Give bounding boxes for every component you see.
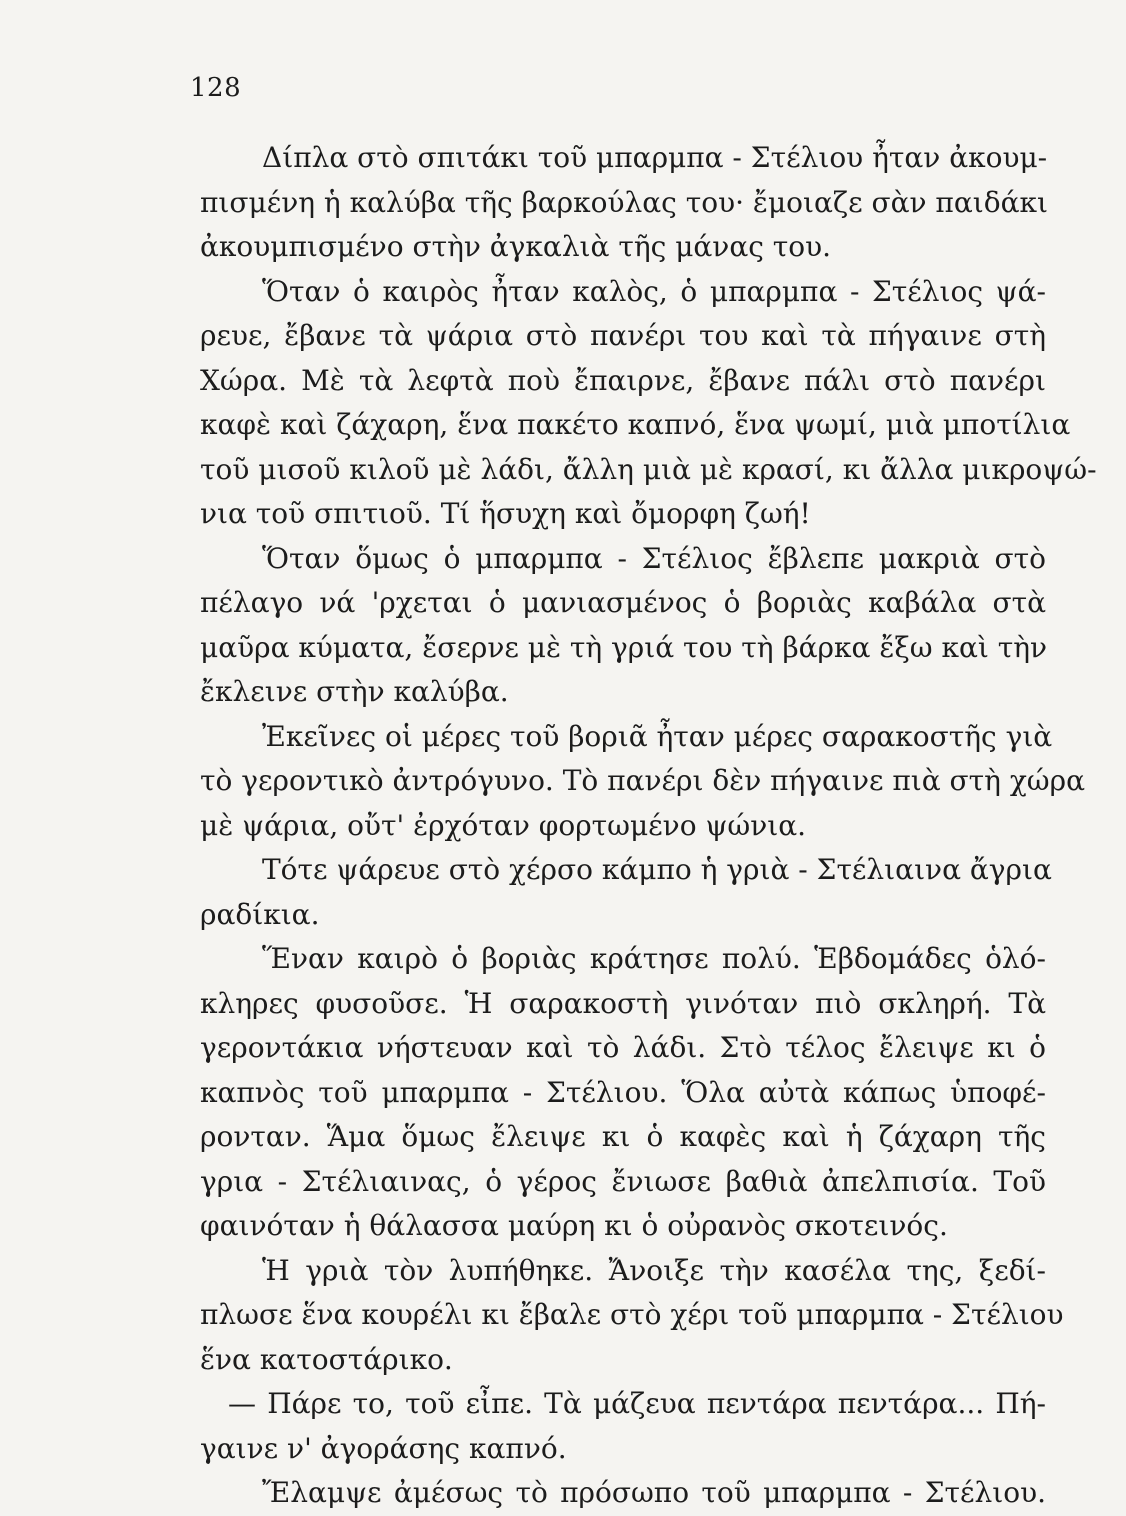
text-line: ρευε, ἔβανε τὰ ψάρια στὸ πανέρι του καὶ τὰ πήγαινε στὴ bbox=[200, 319, 1046, 352]
body-text bbox=[200, 136, 1097, 1516]
text-line: Ἐκεῖνες οἱ μέρες τοῦ βοριᾶ ἦταν μέρες σαρακοστῆς γιὰ bbox=[262, 719, 1053, 753]
text-line: τοῦ μισοῦ κιλοῦ μὲ λάδι, ἄλλη μιὰ μὲ κρασί, κι ἄλλα μικροψώ- bbox=[200, 452, 1097, 486]
text-line: ἕνα κατοστάρικο. bbox=[200, 1342, 453, 1376]
text-line: πισμένη ἡ καλύβα τῆς βαρκούλας του· ἔμοιαζε σὰν παιδάκι bbox=[200, 185, 1048, 219]
text-line: νια τοῦ σπιτιοῦ. Τί ἥσυχη καὶ ὄμορφη ζωή! bbox=[200, 497, 811, 530]
text-line: μαῦρα κύματα, ἔσερνε μὲ τὴ γριά του τὴ βάρκα ἔξω καὶ τὴν bbox=[200, 630, 1048, 664]
text-line: Τότε ψάρευε στὸ χέρσο κάμπο ἡ γριὰ - Στέλιαινα ἄγρια bbox=[262, 853, 1052, 886]
text-line: καφὲ καὶ ζάχαρη, ἕνα πακέτο καπνό, ἕνα ψωμί, μιὰ μποτίλια bbox=[200, 408, 1071, 441]
page-number: 128 bbox=[190, 73, 242, 103]
text-line: Ὅταν ὁ καιρὸς ἦταν καλὸς, ὁ μπαρμπα - Στέλιος ψά- bbox=[262, 274, 1046, 308]
text-line: μὲ ψάρια, οὔτ' ἐρχόταν φορτωμένο ψώνια. bbox=[200, 808, 807, 842]
text-line: τὸ γεροντικὸ ἀντρόγυνο. Τὸ πανέρι δὲν πήγαινε πιὰ στὴ χώρα bbox=[200, 764, 1086, 797]
text-line: — Πάρε το, τοῦ εἶπε. Τὰ μάζευα πεντάρα πεντάρα... Πή- bbox=[228, 1387, 1046, 1420]
text-line: ἔκλεινε στὴν καλύβα. bbox=[200, 675, 509, 708]
text-line: Ἡ γριὰ τὸν λυπήθηκε. Ἄνοιξε τὴν κασέλα της, ξεδί- bbox=[262, 1253, 1046, 1287]
text-line: πέλαγο νά 'ρχεται ὁ μανιασμένος ὁ βοριὰς καβάλα στὰ bbox=[200, 586, 1046, 619]
text-line: φαινόταν ἡ θάλασσα μαύρη κι ὁ οὐρανὸς σκοτεινός. bbox=[200, 1209, 948, 1242]
text-line: Δίπλα στὸ σπιτάκι τοῦ μπαρμπα - Στέλιου ἦταν ἀκουμ- bbox=[262, 141, 1048, 174]
text-line: ρονταν. Ἅμα ὅμως ἔλειψε κι ὁ καφὲς καὶ ἡ ζάχαρη τῆς bbox=[200, 1120, 1046, 1153]
text-line: ἀκουμπισμένο στὴν ἀγκαλιὰ τῆς μάνας του. bbox=[200, 230, 832, 263]
text-line: κληρες φυσοῦσε. Ἡ σαρακοστὴ γινόταν πιὸ σκληρή. Τὰ bbox=[200, 986, 1046, 1020]
text-line: Ἔλαμψε ἀμέσως τὸ πρόσωπο τοῦ μπαρμπα - Στέλιου. bbox=[262, 1476, 1046, 1509]
text-line: γεροντάκια νήστευαν καὶ τὸ λάδι. Στὸ τέλος ἔλειψε κι ὁ bbox=[200, 1031, 1046, 1064]
text-line: καπνὸς τοῦ μπαρμπα - Στέλιου. Ὅλα αὐτὰ κάπως ὑποφέ- bbox=[200, 1075, 1046, 1109]
text-line: Ὅταν ὅμως ὁ μπαρμπα - Στέλιος ἔβλεπε μακριὰ στὸ bbox=[262, 541, 1046, 575]
text-line: ραδίκια. bbox=[200, 897, 320, 931]
text-line: γρια - Στέλιαινας, ὁ γέρος ἔνιωσε βαθιὰ ἀπελπισία. Τοῦ bbox=[200, 1164, 1046, 1198]
text-line: πλωσε ἕνα κουρέλι κι ἔβαλε στὸ χέρι τοῦ μπαρμπα - Στέλιου bbox=[200, 1298, 1064, 1331]
text-line: γαινε ν' ἀγοράσης καπνό. bbox=[200, 1431, 567, 1465]
text-line: Ἕναν καιρὸ ὁ βοριὰς κράτησε πολύ. Ἑβδομάδες ὁλό- bbox=[262, 942, 1046, 975]
text-line: Χώρα. Μὲ τὰ λεφτὰ ποὺ ἔπαιρνε, ἔβανε πάλι στὸ πανέρι bbox=[200, 363, 1046, 397]
